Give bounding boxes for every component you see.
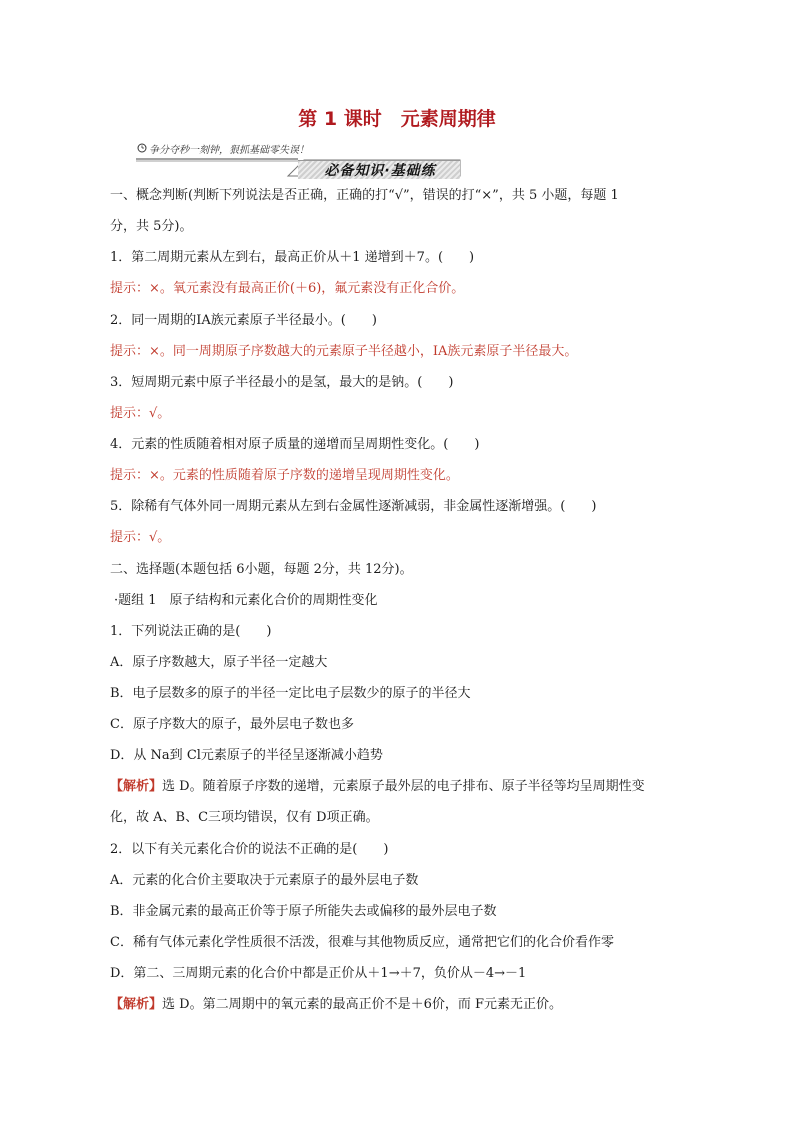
option-1c: C．原子序数大的原子，最外层电子数也多 [110,717,354,732]
option-1d: D．从 Na到 Cl元素原子的半径呈逐渐减小趋势 [110,748,383,763]
section2-intro: 二、选择题(本题包括 6小题，每题 2分，共 12分)。 [110,562,413,577]
question-group-title: ·题组 1 原子结构和元素化合价的周期性变化 [114,593,378,608]
option-2b: B．非金属元素的最高正价等于原子所能失去或偏移的最外层电子数 [110,904,497,919]
hint-4: 提示：×。元素的性质随着原子序数的递增呈现周期性变化。 [110,468,459,483]
analysis-label-2: 【解析】 [110,997,163,1012]
section1-intro: 一、概念判断(判断下列说法是否正确，正确的打“√”，错误的打“×”，共 5 小题，每题 1 [110,188,619,203]
mc-question-2: 2．以下有关元素化合价的说法不正确的是( ) [110,842,389,857]
page-title: 第 1 课时 元素周期律 [298,108,496,130]
option-2c: C．稀有气体元素化学性质很不活泼，很难与其他物质反应，通常把它们的化合价看作零 [110,935,614,950]
analysis-1: 选 D。随着原子序数的递增，元素原子最外层的电子排布、原子半径等均呈周期性变 [162,779,645,794]
option-2a: A．元素的化合价主要取决于元素原子的最外层电子数 [110,873,419,888]
mc-question-1: 1．下列说法正确的是( ) [110,624,272,639]
question-1: 1．第二周期元素从左到右，最高正价从＋1 递增到＋7。( ) [110,250,475,265]
question-3: 3．短周期元素中原子半径最小的是氢，最大的是钠。( ) [110,375,454,390]
hint-5: 提示：√。 [110,530,171,545]
option-2d: D．第二、三周期元素的化合价中都是正价从＋1→＋7，负价从－4→－1 [110,966,527,981]
analysis-1-cont: 化，故 A、B、C三项均错误，仅有 D项正确。 [110,810,379,825]
hint-1: 提示：×。氧元素没有最高正价(＋6)，氟元素没有正化合价。 [110,281,465,296]
clock-icon [137,143,147,153]
option-1b: B．电子层数多的原子的半径一定比电子层数少的原子的半径大 [110,686,471,701]
section-tag: 必备知识·基础练 [324,163,436,179]
question-5: 5．除稀有气体外同一周期元素从左到右金属性逐渐减弱，非金属性逐渐增强。( ) [110,499,597,514]
analysis-label-1: 【解析】 [110,779,163,794]
slogan: 争分夺秒一刻钟，狠抓基础零失误！ [149,145,309,156]
question-2: 2．同一周期的ⅠA族元素原子半径最小。( ) [110,313,377,328]
question-4: 4．元素的性质随着相对原子质量的递增而呈周期性变化。( ) [110,437,480,452]
option-1a: A．原子序数越大，原子半径一定越大 [110,655,328,670]
analysis-2: 选 D。第二周期中的氧元素的最高正价不是＋6价，而 F元素无正价。 [162,997,562,1012]
section1-intro-cont: 分，共 5分)。 [110,219,193,234]
hint-2: 提示：×。同一周期原子序数越大的元素原子半径越小，ⅠA族元素原子半径最大。 [110,344,578,359]
hint-3: 提示：√。 [110,406,171,421]
